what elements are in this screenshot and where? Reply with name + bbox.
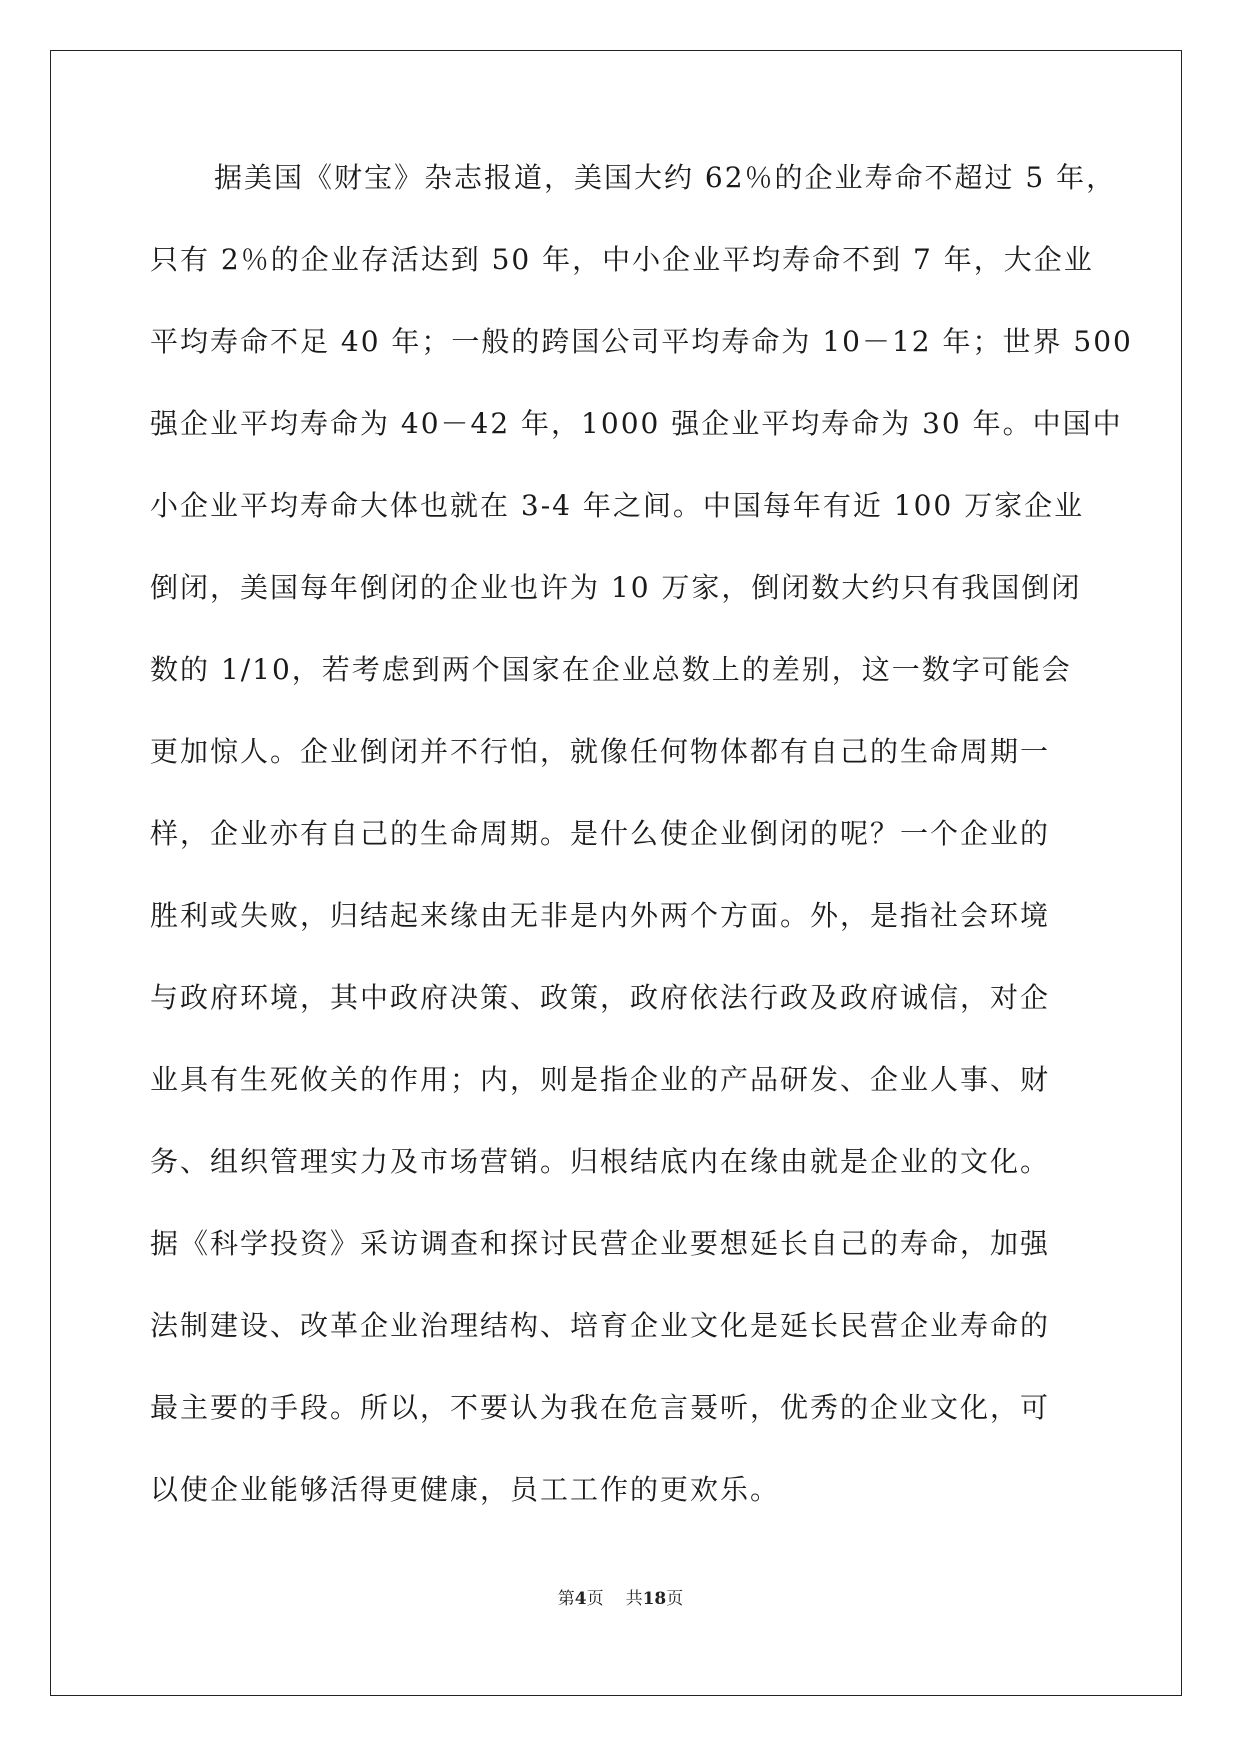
total-prefix: 共 — [625, 1589, 643, 1609]
total-pages: 18 — [642, 1589, 667, 1609]
text-line: 据美国《财宝》杂志报道，美国大约 62％的企业寿命不超过 5 年， — [214, 161, 1117, 194]
text-line: 数的 1/10，若考虑到两个国家在企业总数上的差别，这一数字可能会 — [150, 653, 1072, 686]
document-body — [150, 160, 1133, 1554]
page-footer — [0, 1584, 1241, 1609]
text-line: 据《科学投资》采访调查和探讨民营企业要想延长自己的寿命，加强 — [150, 1227, 1051, 1260]
text-line: 更加惊人。企业倒闭并不行怕，就像任何物体都有自己的生命周期一 — [150, 735, 1051, 768]
text-line: 倒闭，美国每年倒闭的企业也许为 10 万家，倒闭数大约只有我国倒闭 — [150, 571, 1082, 604]
text-line: 平均寿命不足 40 年；一般的跨国公司平均寿命为 10－12 年；世界 500 — [150, 325, 1133, 358]
text-line: 与政府环境，其中政府决策、政策，政府依法行政及政府诚信，对企 — [150, 981, 1051, 1014]
text-line: 法制建设、改革企业治理结构、培育企业文化是延长民营企业寿命的 — [150, 1309, 1051, 1342]
text-line: 只有 2％的企业存活达到 50 年，中小企业平均寿命不到 7 年，大企业 — [150, 243, 1094, 276]
total-suffix: 页 — [666, 1589, 684, 1609]
page-number: 4 — [574, 1589, 587, 1609]
text-line: 业具有生死攸关的作用；内，则是指企业的产品研发、企业人事、财 — [150, 1063, 1051, 1096]
text-line: 务、组织管理实力及市场营销。归根结底内在缘由就是企业的文化。 — [150, 1145, 1051, 1178]
page-prefix: 第 — [557, 1589, 575, 1609]
text-line: 强企业平均寿命为 40－42 年，1000 强企业平均寿命为 30 年。中国中 — [150, 407, 1123, 440]
text-line: 小企业平均寿命大体也就在 3-4 年之间。中国每年有近 100 万家企业 — [150, 489, 1085, 522]
text-line: 胜利或失败，归结起来缘由无非是内外两个方面。外，是指社会环境 — [150, 899, 1051, 932]
text-line: 样，企业亦有自己的生命周期。是什么使企业倒闭的呢？一个企业的 — [150, 817, 1051, 850]
page-suffix: 页 — [586, 1589, 604, 1609]
text-line: 最主要的手段。所以，不要认为我在危言聂听，优秀的企业文化，可 — [150, 1391, 1051, 1424]
text-line: 以使企业能够活得更健康，员工工作的更欢乐。 — [150, 1473, 781, 1506]
